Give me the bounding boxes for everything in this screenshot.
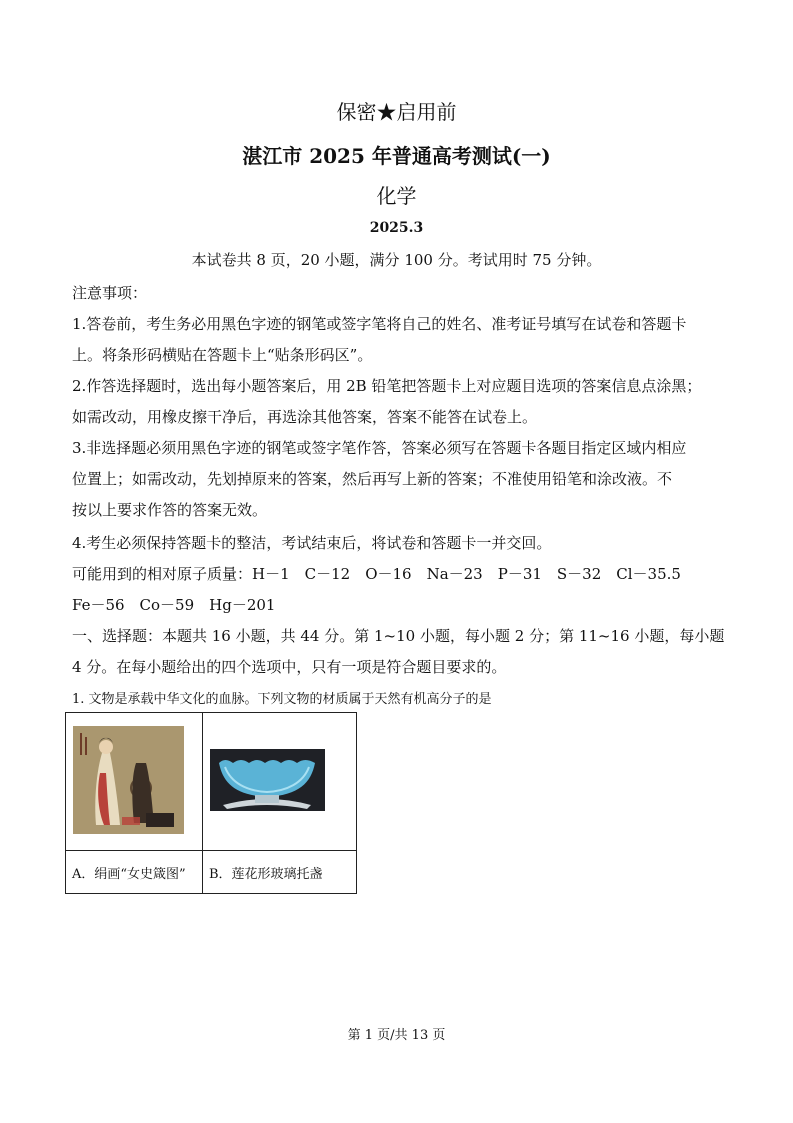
exam-overview: 本试卷共 8 页，20 小题，满分 100 分。考试用时 75 分钟。 — [191, 251, 602, 269]
option-b-caption: B．莲花形玻璃托盏 — [203, 851, 357, 894]
confidential-mark: 保密★启用前 — [336, 100, 457, 124]
glass-cup-image — [203, 713, 356, 846]
option-a-image-cell — [66, 713, 203, 851]
silk-painting-image — [66, 713, 202, 846]
atomic-masses-line-1: 可能用到的相对原子质量：H－1 C－12 O－16 Na－23 P－31 S－32 Cl－35.5 — [72, 565, 681, 583]
notice-item-1-cont: 上。将条形码横贴在答题卡上“贴条形码区”。 — [72, 346, 373, 364]
section-intro-cont: 4 分。在每小题给出的四个选项中，只有一项是符合题目要求的。 — [72, 658, 507, 676]
question-1-stem: 1. 文物是承载中华文化的血脉。下列文物的材质属于天然有机高分子的是 — [72, 692, 492, 707]
notice-heading: 注意事项： — [72, 284, 148, 302]
exam-date: 2025.3 — [369, 220, 424, 236]
atomic-masses-line-2: Fe－56 Co－59 Hg－201 — [72, 596, 276, 614]
subject-title: 化学 — [376, 184, 417, 208]
notice-item-3: 3.非选择题必须用黑色字迹的钢笔或签字笔作答，答案必须写在答题卡各题目指定区域内相应 — [72, 439, 687, 457]
notice-item-3-cont2: 按以上要求作答的答案无效。 — [72, 501, 268, 519]
notice-item-2: 2.作答选择题时，选出每小题答案后，用 2B 铅笔把答题卡上对应题目选项的答案信息点涂黑； — [72, 377, 702, 395]
notice-item-1: 1.答卷前，考生务必用黑色字迹的钢笔或签字笔将自己的姓名、准考证号填写在试卷和答题卡 — [72, 315, 687, 333]
option-a-caption: A．绢画“女史箴图” — [66, 851, 203, 894]
option-b-image-cell — [203, 713, 357, 851]
exam-title: 湛江市 2025 年普通高考测试(一) — [242, 144, 551, 168]
notice-item-2-cont: 如需改动，用橡皮擦干净后，再选涂其他答案，答案不能答在试卷上。 — [72, 408, 538, 426]
section-intro: 一、选择题：本题共 16 小题，共 44 分。第 1~10 小题，每小题 2 分；第 11~16 小题，每小题 — [72, 627, 725, 645]
notice-item-3-cont: 位置上；如需改动，先划掉原来的答案，然后再写上新的答案；不准使用铅笔和涂改液。不 — [72, 470, 673, 488]
page-footer: 第 1 页/共 13 页 — [347, 1028, 446, 1043]
question-1-options-table — [65, 712, 357, 894]
notice-item-4: 4.考生必须保持答题卡的整洁，考试结束后，将试卷和答题卡一并交回。 — [72, 534, 552, 552]
